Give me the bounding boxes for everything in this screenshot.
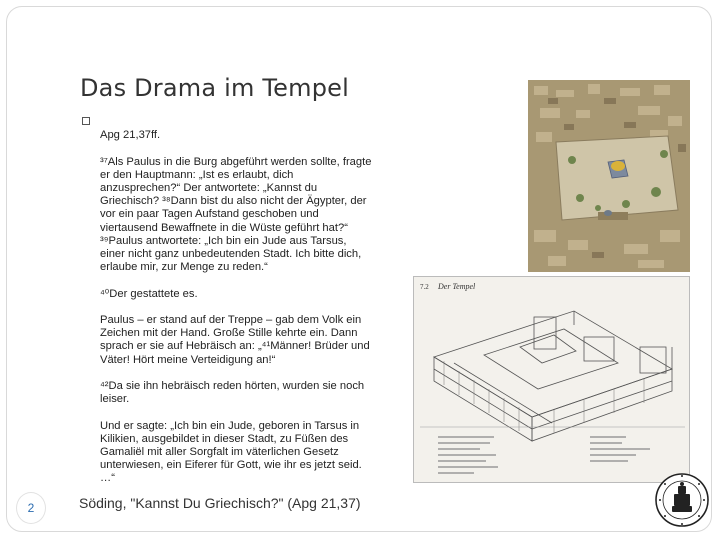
body-paragraph-5: Und er sagte: „Ich bin ein Jude, geboren in Tarsus in Kilikien, ausgebildet in dieser Stadt, zu Füßen des Gamaliël mit aller Sorgfalt im väterlichen Gesetz unterwiesen, ein Eiferer für Gott, wie ihr es jetzt seid. …“: [100, 419, 362, 485]
bullet-marker-icon: [82, 117, 90, 125]
slide-title: Das Drama im Tempel: [80, 74, 349, 102]
body-paragraph-1: ³⁷Als Paulus in die Burg abgeführt werden sollte, fragte er den Hauptmann: „Ist es erlaubt, dich anzusprechen?“ Der antwortete: „Kannst du Griechisch? ³⁸Dann bist du also nicht der Ägypter, der vor ein paar Tagen Aufstand geschoben und viertausend Bewaffnete in die Wüste geführt hat?“ ³⁹Paulus antwortete: „Ich bin ein Jude aus Tarsus, einer nicht ganz unbedeutenden Stadt. Ich bitte dich, erlaube mir, zur Menge zu reden.“: [100, 155, 372, 274]
footer-citation: Söding, "Kannst Du Griechisch?" (Apg 21,37): [79, 495, 361, 511]
temple-reconstruction-drawing: [413, 276, 690, 483]
body-paragraph-2: ⁴⁰Der gestattete es.: [100, 287, 198, 300]
aerial-photo-drawing: [528, 80, 690, 272]
temple-line-art: [414, 277, 690, 483]
university-seal-icon: [654, 472, 710, 528]
body-paragraph-4: ⁴²Da sie ihn hebräisch reden hörten, wurden sie noch leiser.: [100, 380, 365, 406]
body-paragraph-3: Paulus – er stand auf der Treppe – gab dem Volk ein Zeichen mit der Hand. Große Stille kehrte ein. Dann sprach er sie auf Hebräisch an: „⁴¹Männer! Brüder und Väter! Hört meine Verteidigung an!“: [100, 314, 370, 366]
plate-title: Der Tempel: [438, 282, 476, 291]
bullet-list: [82, 116, 372, 499]
plate-number: 7.2: [420, 283, 429, 291]
page-number: 2: [18, 494, 44, 522]
scripture-reference: Apg 21,37ff.: [100, 129, 161, 142]
aerial-photo-temple-mount: [528, 80, 690, 272]
bullet-body: [100, 116, 372, 499]
